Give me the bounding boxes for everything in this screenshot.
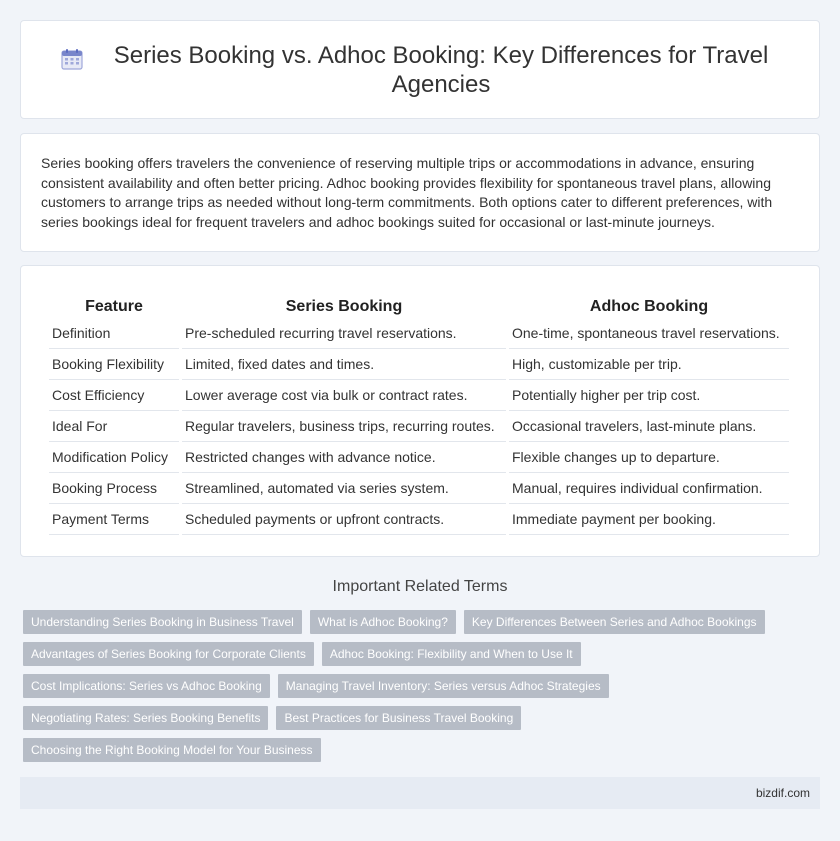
column-header: Feature [85, 298, 143, 315]
related-terms-row [23, 610, 803, 634]
intro-text: Series booking offers travelers the convenience of reserving multiple trips or accommodations in advance, ensuring consistent availability and often better pricing. Adhoc booking provides flexibility for spontaneous travel plans, allowing customers to arrange trips as needed without long-term commitments. Both options cater to different preferences, with series bookings ideal for frequent travelers and adhoc bookings suited for occasional or last-minute journeys. [41, 155, 773, 230]
related-terms-row [23, 674, 803, 698]
column-header: Adhoc Booking [589, 298, 709, 315]
table-cell: Regular travelers, business trips, recurring routes. [182, 411, 506, 442]
table-cell: Payment Terms [49, 504, 179, 535]
table-cell: Lower average cost via bulk or contract rates. [182, 380, 506, 411]
related-term-link[interactable]: Key Differences Between Series and Adhoc Bookings [464, 610, 765, 634]
comparison-table [46, 292, 792, 535]
table-row [49, 380, 789, 411]
related-term-link[interactable]: Choosing the Right Booking Model for Your Business [23, 738, 321, 762]
footer-site[interactable]: bizdif.com [755, 786, 810, 800]
table-cell: Booking Flexibility [49, 349, 179, 380]
related-term-link[interactable]: Understanding Series Booking in Business Travel [23, 610, 302, 634]
table-row [49, 318, 789, 349]
related-term-link[interactable]: Managing Travel Inventory: Series versus Adhoc Strategies [278, 674, 609, 698]
related-term-link[interactable]: Negotiating Rates: Series Booking Benefits [23, 706, 268, 730]
table-cell: Flexible changes up to departure. [509, 442, 789, 473]
intro-card [20, 133, 820, 252]
related-terms-row [23, 642, 803, 666]
table-cell: Potentially higher per trip cost. [509, 380, 789, 411]
related-term-link[interactable]: What is Adhoc Booking? [310, 610, 456, 634]
related-term-link[interactable]: Advantages of Series Booking for Corporate Clients [23, 642, 314, 666]
table-cell: One-time, spontaneous travel reservations. [509, 318, 789, 349]
table-cell: Booking Process [49, 473, 179, 504]
related-terms-list [23, 610, 803, 770]
table-header-row [49, 292, 789, 318]
calendar-icon [60, 47, 84, 71]
table-cell: High, customizable per trip. [509, 349, 789, 380]
table-cell: Ideal For [49, 411, 179, 442]
table-cell: Definition [49, 318, 179, 349]
table-cell: Limited, fixed dates and times. [182, 349, 506, 380]
footer [20, 777, 820, 809]
related-terms-row [23, 738, 803, 762]
table-cell: Occasional travelers, last-minute plans. [509, 411, 789, 442]
related-term-link[interactable]: Adhoc Booking: Flexibility and When to Use It [322, 642, 581, 666]
table-cell: Scheduled payments or upfront contracts. [182, 504, 506, 535]
page-title: Series Booking vs. Adhoc Booking: Key Differences for Travel Agencies [113, 41, 769, 98]
table-cell: Pre-scheduled recurring travel reservations. [182, 318, 506, 349]
related-terms-title: Important Related Terms [332, 578, 508, 595]
related-term-link[interactable]: Cost Implications: Series vs Adhoc Booking [23, 674, 270, 698]
table-row [49, 442, 789, 473]
column-header: Series Booking [285, 298, 403, 315]
related-term-link[interactable]: Best Practices for Business Travel Booking [276, 706, 521, 730]
table-row [49, 504, 789, 535]
table-cell: Restricted changes with advance notice. [182, 442, 506, 473]
comparison-table-card [20, 265, 820, 557]
table-row [49, 473, 789, 504]
header-card [20, 20, 820, 119]
table-cell: Manual, requires individual confirmation. [509, 473, 789, 504]
related-terms-row [23, 706, 803, 730]
table-row [49, 349, 789, 380]
table-cell: Cost Efficiency [49, 380, 179, 411]
table-row [49, 411, 789, 442]
table-cell: Streamlined, automated via series system. [182, 473, 506, 504]
table-cell: Modification Policy [49, 442, 179, 473]
table-cell: Immediate payment per booking. [509, 504, 789, 535]
